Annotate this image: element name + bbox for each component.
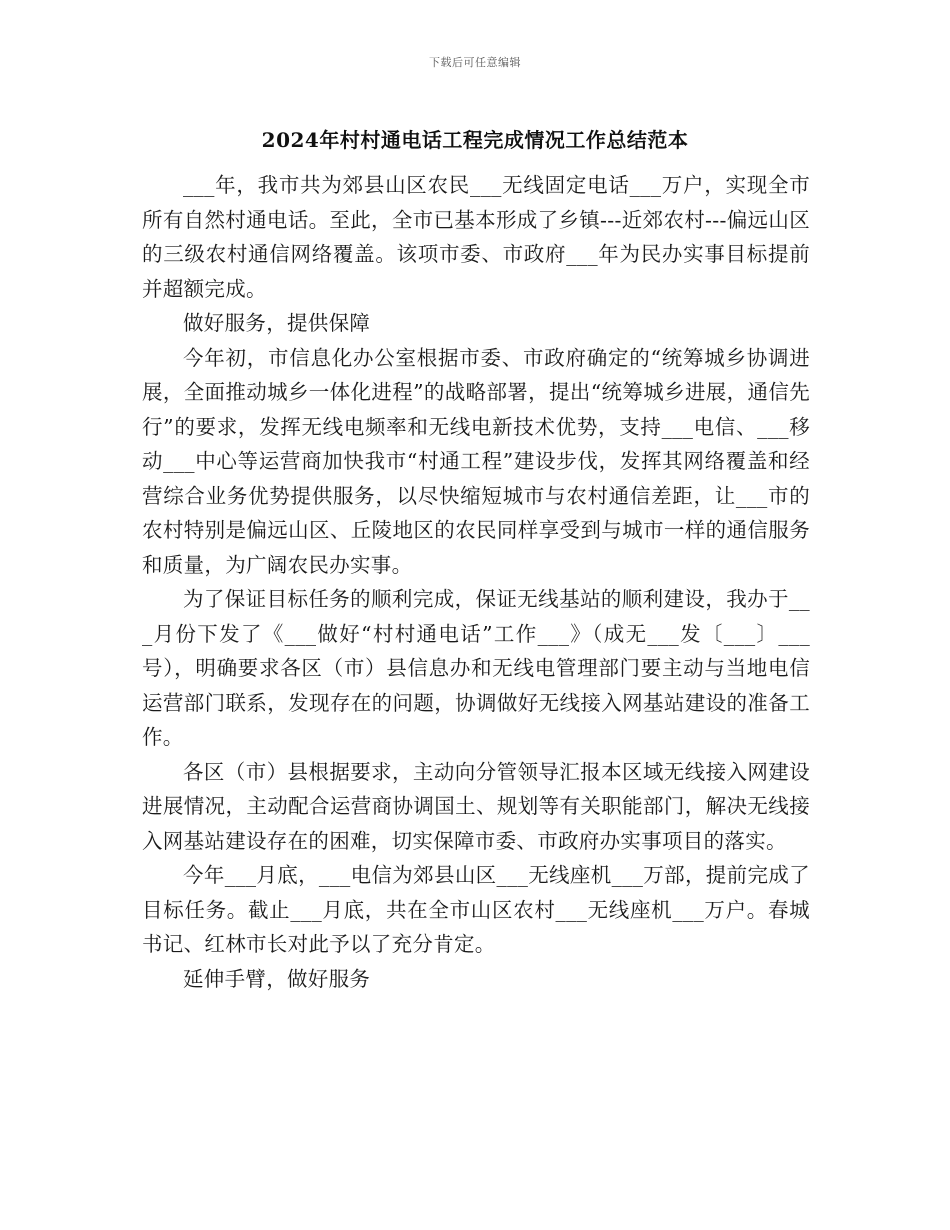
paragraph-results: 今年___月底，___电信为郊县山区___无线座机___万部，提前完成了目标任务。截止___月底，共在全市山区农村___无线座机___万户。春城书记、红林市长对此予以了充分肯定。 bbox=[142, 863, 810, 956]
document-title: 2024年村村通电话工程完成情况工作总结范本 bbox=[261, 128, 689, 152]
paragraph-notice: 为了保证目标任务的顺利完成，保证无线基站的顺利建设，我办于___月份下发了《___做好“村村通电话”工作___》（成无___发〔___〕___号），明确要求各区（市）县信息办和无线电管理部门要主动与当地电信运营部门联系，发现存在的问题，协调做好无线接入网基站建设的准备工作。 bbox=[142, 587, 810, 749]
section-heading-extend: 延伸手臂，做好服务 bbox=[183, 966, 371, 991]
section-heading-service: 做好服务，提供保障 bbox=[183, 311, 371, 335]
header-note: 下载后可任意编辑 bbox=[429, 56, 521, 69]
paragraph-deployment: 今年初，市信息化办公室根据市委、市政府确定的“统筹城乡协调进展，全面推动城乡一体化进程”的战略部署，提出“统筹城乡进展，通信先行”的要求，发挥无线电频率和无线电新技术优势，支持___电信、___移动___中心等运营商加快我市“村通工程”建设步伐，发挥其网络覆盖和经营综合业务优势提供服务，以尽快缩短城市与农村通信差距，让___市的农村特别是偏远山区、丘陵地区的农民同样享受到与城市一样的通信服务和质量，为广阔农民办实事。 bbox=[142, 345, 810, 577]
document-body bbox=[142, 168, 810, 996]
paragraph-intro: ___年，我市共为郊县山区农民___无线固定电话___万户，实现全市所有自然村通电话。至此，全市已基本形成了乡镇---近郊农村---偏远山区的三级农村通信网络覆盖。该项市委、市政府___年为民办实事目标提前并超额完成。 bbox=[142, 173, 810, 301]
paragraph-districts: 各区（市）县根据要求，主动向分管领导汇报本区域无线接入网建设进展情况，主动配合运营商协调国土、规划等有关职能部门，解决无线接入网基站建设存在的困难，切实保障市委、市政府办实事项目的落实。 bbox=[142, 759, 810, 853]
